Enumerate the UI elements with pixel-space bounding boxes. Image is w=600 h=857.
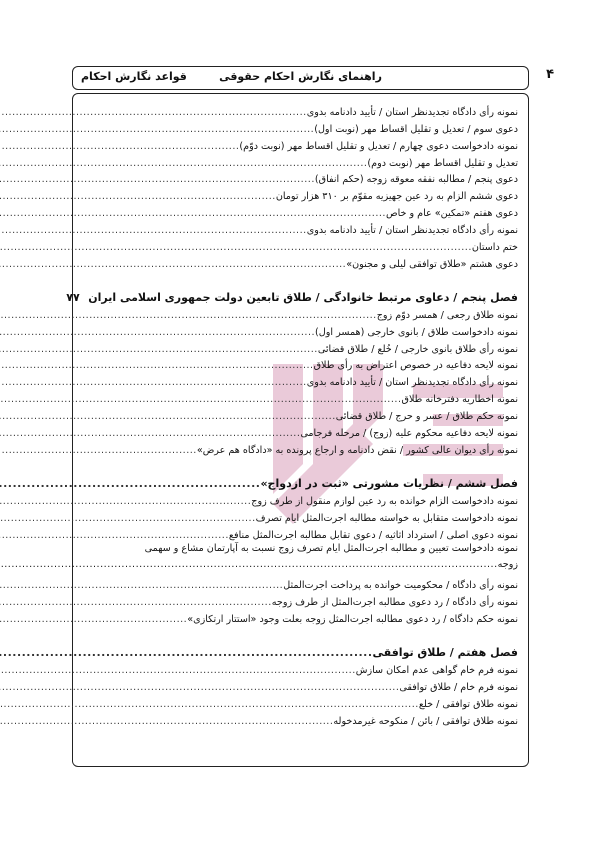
entry-title: دعوی سوم / تعدیل و تقلیل اقساط مهر (نوبت اول)	[314, 123, 518, 135]
leader-dots	[0, 124, 314, 135]
toc-entry[interactable]	[83, 507, 518, 524]
toc-entry[interactable]	[83, 152, 518, 169]
toc-entry[interactable]	[83, 608, 518, 625]
toc-entry[interactable]	[83, 439, 518, 456]
leader-dots	[0, 682, 399, 693]
running-header	[72, 66, 554, 90]
toc-entry[interactable]	[83, 118, 518, 135]
toc-entry[interactable]	[83, 253, 518, 270]
leader-dots	[0, 428, 300, 439]
leader-dots	[0, 377, 307, 388]
entry-title: نمونه دادخواست طلاق / بانوی خارجی (همسر اول)	[315, 326, 518, 338]
entry-title: نمونه رأی دادگاه تجدیدنظر استان / تأیید دادنامه بدوی	[306, 225, 518, 237]
toc-entry[interactable]	[83, 169, 518, 186]
toc-entry[interactable]	[83, 338, 518, 355]
entry-title: نمونه اخطاریه دفترخانه طلاق	[401, 394, 518, 406]
leader-dots	[0, 513, 256, 524]
entry-title: نمونه طلاق توافقی / بائن / منکوحه غیرمدخوله	[333, 715, 518, 727]
entry-title: نمونه رأی دادگاه تجدیدنظر استان / تأیید دادنامه بدوی	[306, 106, 518, 118]
toc-entry[interactable]	[83, 101, 518, 118]
leader-dots	[0, 344, 318, 355]
toc-entry[interactable]	[83, 304, 518, 321]
leader-dots	[0, 174, 315, 185]
leader-dots	[0, 327, 315, 338]
toc-entry[interactable]	[83, 676, 518, 693]
leader-dots	[0, 259, 346, 270]
toc-entry[interactable]	[83, 405, 518, 422]
toc-entry[interactable]	[83, 185, 518, 202]
chapter-heading[interactable]: فصل پنجم / دعاوی مرتبط خانوادگی / طلاق تابعین دولت جمهوری اسلامی ایران ۷۷	[66, 290, 518, 304]
entry-title: دعوی هشتم «طلاق توافقی لیلی و مجنون»	[346, 258, 518, 270]
leader-dots	[0, 614, 187, 625]
entry-title: نمونه دادخواست الزام خوانده به رد عین لوازم منقول از طرف زوج	[251, 495, 518, 507]
toc-entry[interactable]	[83, 422, 518, 439]
toc-entry[interactable]	[83, 219, 518, 236]
entry-title: نمونه رأی دیوان عالی کشور / نقض دادنامه و ارجاع پرونده به «دادگاه هم عرض»	[196, 444, 518, 456]
leader-dots	[0, 445, 197, 456]
toc-entry[interactable]	[83, 591, 518, 608]
leader-dots	[0, 360, 314, 371]
page-number: ۴	[546, 67, 554, 82]
entry-title: نمونه رأی دادگاه / رد دعوی مطالبه اجرت‌المثل از طرف زوجه	[271, 597, 518, 609]
entry-title: نمونه لایحه دفاعیه محکوم علیه (زوج) / مرحله فرجامی	[300, 428, 518, 440]
entry-title: دعوی هفتم «تمکین» عام و خاص	[385, 208, 518, 220]
toc-entry[interactable]	[83, 135, 518, 152]
toc-entry[interactable]	[83, 388, 518, 405]
entry-title: دعوی ششم الزام به رد عین جهیزیه مقوّم بر ۳۱۰ هزار تومان	[275, 191, 518, 203]
leader-dots	[0, 496, 251, 507]
leader-dots	[0, 191, 276, 202]
leader-dots	[0, 310, 377, 321]
leader-dots	[0, 225, 307, 236]
entry-title: نمونه دادخواست دعوی چهارم / تعدیل و تقلیل اقساط مهر (نوبت دوّم)	[239, 140, 518, 152]
leader-dots	[0, 394, 402, 405]
table-of-contents	[66, 101, 518, 727]
leader-dots	[0, 208, 386, 219]
leader-dots	[0, 158, 367, 169]
leader-dots	[0, 141, 239, 152]
entry-title: نمونه رأی دادگاه تجدیدنظر استان / تأیید دادنامه بدوی	[306, 377, 518, 389]
entry-title: دعوی پنجم / مطالبه نفقه معوقه زوجه (حکم انفاق)	[314, 174, 518, 186]
toc-frame	[66, 93, 529, 767]
chapter-heading[interactable]: فصل ششم / نظریات مشورتی «ثبت در ازدواج» .....	[83, 470, 518, 490]
toc-entry[interactable]	[83, 321, 518, 338]
toc-entry[interactable]	[83, 524, 518, 541]
toc-entry[interactable]	[83, 490, 518, 507]
toc-entry[interactable]: نمونه دادخواست تعیین و مطالبه اجرت‌المثل ایام تصرف زوج نسبت به آپارتمان مشاع و سهمی زوجه .....	[83, 541, 518, 575]
entry-title: تعدیل و تقلیل اقساط مهر (نوبت دوم)	[367, 157, 518, 169]
toc-entry[interactable]	[83, 371, 518, 388]
toc-entry[interactable]	[83, 693, 518, 710]
leader-dots	[0, 597, 272, 608]
entry-title: نمونه رأی طلاق بانوی خارجی / خُلع / طلاق قضائی	[317, 343, 518, 355]
chapter-heading[interactable]: فصل هفتم / طلاق توافقی .....	[83, 639, 518, 659]
entry-title: نمونه طلاق توافقی / خلع	[418, 698, 518, 710]
toc-entry[interactable]	[83, 659, 518, 676]
section-title: قواعد نگارش احکام	[81, 70, 187, 83]
entry-title: نمونه فرم خام / طلاق توافقی	[399, 681, 518, 693]
entry-title: نمونه حکم دادگاه / رد دعوی مطالبه اجرت‌المثل زوجه بعلت وجود «استتار ارتکازی»	[187, 614, 518, 626]
book-title: راهنمای نگارش احکام حقوقی	[219, 70, 382, 83]
entry-title: نمونه فرم خام گواهی عدم امکان سازش	[355, 664, 518, 676]
entry-title: نمونه دادخواست متقابل به خواسته مطالبه اجرت‌المثل ایام تصرف	[255, 512, 518, 524]
leader-dots	[0, 411, 336, 422]
entry-title: نمونه لایحه دفاعیه در خصوص اعتراض به رأی طلاق	[313, 360, 518, 372]
leader-dots	[0, 530, 229, 541]
leader-dots	[0, 242, 472, 253]
entry-title: ختم داستان	[471, 242, 518, 254]
leader-dots	[0, 665, 356, 676]
toc-entry[interactable]	[83, 355, 518, 372]
entry-title: نمونه حکم طلاق / عسر و حرج / طلاق قضائی	[335, 411, 518, 423]
leader-dots	[0, 580, 283, 591]
leader-dots	[0, 716, 333, 727]
toc-entry[interactable]	[83, 236, 518, 253]
leader-dots	[0, 107, 307, 118]
entry-title: نمونه دعوی اصلی / استرداد اثاثیه / دعوی تقابل مطالبه اجرت‌المثل منافع	[228, 529, 518, 541]
toc-entry[interactable]	[83, 710, 518, 727]
toc-entry[interactable]	[83, 202, 518, 219]
leader-dots	[0, 699, 419, 710]
entry-title: نمونه رأی دادگاه / محکومیت خوانده به پرداخت اجرت‌المثل	[283, 580, 518, 592]
toc-entry[interactable]	[83, 574, 518, 591]
entry-title: نمونه طلاق رجعی / همسر دوّم زوج	[376, 309, 518, 321]
